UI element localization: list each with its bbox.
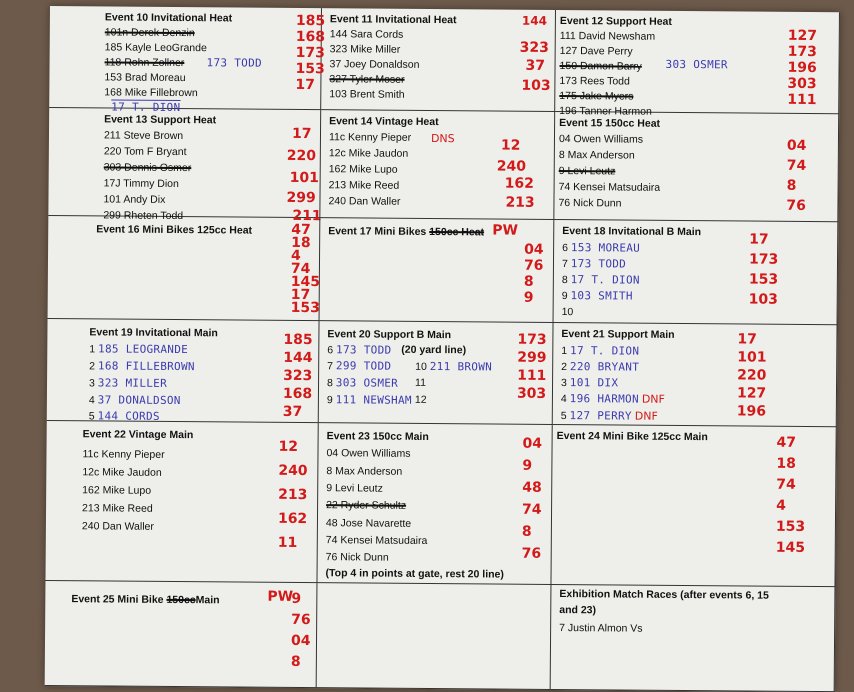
- event-19-row-4: [89, 393, 181, 407]
- hand-entry: 103 SMITH: [570, 289, 633, 303]
- hand-entry: 323 MILLER: [97, 376, 168, 390]
- red-number: 173: [517, 331, 547, 348]
- event-23-line-3: 9 Levi Leutz: [326, 482, 383, 495]
- event-15-line-2: 8 Max Anderson: [558, 149, 635, 162]
- hand-entry: 17 T. DION: [570, 344, 640, 358]
- red-number: 111: [517, 367, 547, 384]
- position: 4: [88, 394, 95, 407]
- red-number: 8: [523, 273, 534, 290]
- event-13-title: Event 13 Support Heat: [104, 113, 217, 127]
- red-number: 162: [277, 510, 308, 528]
- event-18-row-4: [562, 289, 633, 303]
- red-number: 213: [278, 486, 308, 504]
- event-25-title-strike: 150cc: [166, 593, 196, 607]
- red-number: 12: [278, 438, 299, 455]
- event-20-row-9: [327, 393, 412, 407]
- event-25-cell: [45, 581, 318, 688]
- red-number: 47: [776, 434, 797, 451]
- red-number: 74: [290, 260, 311, 278]
- red-number: 127: [736, 385, 767, 402]
- event-13-line-2: 220 Tom F Bryant: [103, 145, 187, 159]
- red-number: 111: [787, 91, 817, 109]
- dnf-mark: DNF: [634, 409, 658, 423]
- red-number: 12: [500, 137, 521, 154]
- event-13-line-6: 299 Rheten Todd: [103, 209, 184, 223]
- hand-entry: 111 NEWSHAM: [335, 393, 412, 407]
- event-10-line-1: 101n Derek Denzin: [104, 26, 195, 40]
- exhibition-title: Exhibition Match Races (after events 6, 15 and 23): [559, 588, 769, 617]
- event-12-line-5: 175 Jake Myers: [559, 90, 634, 103]
- red-number: 103: [748, 291, 779, 308]
- hand-entry: 168 FILLEBROWN: [97, 359, 195, 374]
- hand-entry: 173 TODD: [570, 257, 627, 271]
- event-23-red-numbers: [522, 433, 543, 565]
- red-number: 168: [282, 385, 313, 403]
- event-22-title: Event 22 Vintage Main: [82, 428, 194, 442]
- event-10-hand-todd: 173 TODD: [206, 56, 262, 70]
- position: 5: [88, 410, 95, 423]
- red-number: 18: [776, 455, 796, 472]
- red-number: 299: [286, 189, 316, 207]
- event-20-row-12: [415, 394, 427, 406]
- event-15-title: Event 15 150cc Heat: [559, 117, 661, 130]
- red-number: 303: [516, 385, 547, 402]
- event-15-line-4: 74 Kensei Matsudaira: [558, 181, 661, 194]
- red-number: 144: [283, 349, 313, 367]
- event-17-red-numbers: [524, 242, 544, 306]
- red-number: 153: [290, 299, 320, 317]
- hand-entry: 17 T. DION: [570, 273, 640, 287]
- event-21-title: Event 21 Support Main: [561, 328, 675, 341]
- red-number: 8: [290, 653, 301, 670]
- event-22-line-4: 213 Mike Reed: [82, 502, 153, 515]
- event-11-line-3: 37 Joey Donaldson: [329, 58, 420, 71]
- red-number: 240: [278, 462, 308, 480]
- hand-entry: 101 DIX: [569, 376, 619, 390]
- red-number: 17: [737, 331, 757, 348]
- event-22-cell: [45, 421, 318, 583]
- event-14-line-1: 11c Kenny Pieper: [328, 131, 412, 144]
- event-19-red-numbers: [283, 331, 313, 421]
- event-20-row-6: [327, 343, 391, 357]
- event-22-line-1: 11c Kenny Pieper: [82, 448, 165, 461]
- event-19-cell: [47, 319, 320, 423]
- red-number: 37: [525, 57, 546, 74]
- hand-entry: 299 TODD: [335, 359, 392, 373]
- hand-entry: 127 PERRY: [569, 409, 632, 423]
- hand-entry: 153 MOREAU: [570, 241, 641, 255]
- event-21-row-5: [561, 409, 658, 423]
- event-14-line-4: 213 Mike Reed: [328, 179, 400, 192]
- red-number: 8: [521, 523, 532, 540]
- red-number: 74: [776, 476, 796, 493]
- event-10-line-3: 118 Rohn Zollner: [104, 56, 185, 70]
- event-14-line-5: 240 Dan Waller: [328, 195, 401, 208]
- position: 6: [327, 344, 334, 357]
- red-number: 173: [295, 44, 325, 62]
- position: 12: [414, 393, 427, 406]
- heat-sheet-paper: [45, 6, 840, 692]
- red-number: 4: [776, 497, 786, 514]
- event-21-row-3: [561, 376, 618, 389]
- position: 8: [326, 377, 333, 390]
- event-10-line-2: 185 Kayle LeoGrande: [104, 41, 207, 55]
- event-12-line-3: 150 Damon Barry: [559, 60, 642, 73]
- red-number: 173: [748, 251, 779, 268]
- event-23-title: Event 23 150cc Main: [326, 430, 429, 443]
- event-15-line-1: 04 Owen Williams: [558, 133, 644, 146]
- event-13-line-3: 303 Dennis Osmer: [103, 161, 192, 175]
- event-18-row-2: [562, 257, 626, 271]
- event-10-hand-dion: 17 T. DION: [111, 100, 181, 115]
- event-13-line-4: 17J Timmy Dion: [103, 177, 179, 191]
- red-number: 47: [291, 221, 311, 239]
- event-21-row-1: [561, 344, 639, 358]
- red-number: 76: [291, 611, 311, 629]
- red-number: 127: [787, 27, 818, 45]
- red-number: 153: [775, 518, 806, 535]
- event-20-red-numbers: [517, 331, 547, 403]
- red-number: 145: [775, 539, 806, 556]
- event-14-hand-dns: DNS: [430, 131, 455, 146]
- position: 5: [560, 410, 567, 423]
- red-number: 323: [283, 367, 313, 385]
- red-number: 76: [523, 257, 544, 274]
- position: 3: [88, 377, 95, 390]
- red-number: 04: [786, 137, 807, 154]
- event-13-line-5: 101 Andy Dix: [103, 193, 166, 206]
- position: 10: [561, 306, 574, 319]
- hand-entry: 144 CORDS: [97, 409, 160, 423]
- hand-entry: 220 BRYANT: [569, 360, 640, 374]
- event-19-row-1: [89, 342, 188, 356]
- red-number: 323: [519, 39, 549, 56]
- position: 10: [415, 360, 427, 373]
- event-15-red-numbers: [786, 136, 806, 216]
- red-number: 48: [522, 479, 542, 496]
- event-13-line-1: 211 Steve Brown: [103, 129, 184, 143]
- event-20-title: Event 20 Support B Main: [327, 328, 452, 342]
- position: 1: [561, 345, 568, 358]
- event-20-cell: [319, 321, 554, 425]
- red-number: 220: [737, 367, 767, 384]
- event-20-note: (20 yard line): [401, 343, 467, 357]
- red-number: 173: [787, 43, 817, 61]
- event-12-title: Event 12 Support Heat: [559, 15, 672, 28]
- position: 8: [561, 274, 568, 287]
- event-12-line-2: 127 Dave Perry: [559, 45, 633, 58]
- position: 9: [326, 394, 333, 407]
- red-number: 18: [291, 234, 311, 252]
- hand-entry: 303 OSMER: [335, 376, 399, 390]
- event-25-red-numbers: [291, 589, 311, 673]
- event-17-title-strike: 150cc Heat: [429, 225, 485, 239]
- red-number: 153: [748, 271, 779, 288]
- position: 3: [561, 377, 567, 390]
- red-number: 299: [517, 349, 547, 366]
- red-number: 9: [291, 590, 302, 607]
- event-24-cell: [551, 425, 836, 587]
- event-10-cell: [49, 6, 326, 115]
- event-15-cell: [554, 112, 839, 222]
- event-18-row-3: [562, 273, 640, 287]
- red-number: 196: [787, 59, 817, 77]
- exhibition-cell: [551, 585, 836, 692]
- event-23-line-7: 76 Nick Dunn: [325, 551, 389, 564]
- event-23-footnote: (Top 4 in points at gate, rest 20 line): [325, 567, 504, 581]
- event-17-title-text: Event 17 Mini Bikes: [328, 225, 427, 238]
- event-22-red-numbers: [278, 435, 308, 555]
- event-12-line-1: 111 David Newsham: [559, 30, 656, 43]
- red-number: 220: [286, 147, 317, 165]
- event-20-row-8: [327, 376, 398, 390]
- red-number: 37: [282, 403, 303, 420]
- event-21-row-2: [561, 360, 639, 374]
- event-22-line-2: 12c Mike Jaudon: [82, 466, 162, 479]
- red-number: 17: [291, 125, 312, 143]
- event-19-title: Event 19 Invitational Main: [89, 326, 218, 340]
- red-number: 76: [521, 545, 542, 562]
- event-16-red-numbers: [290, 221, 321, 317]
- event-22-line-3: 162 Mike Lupo: [82, 484, 152, 497]
- event-18-cell: [554, 220, 839, 325]
- event-18-row-5: [562, 306, 574, 318]
- event-11-line-5: 103 Brent Smith: [329, 88, 405, 101]
- event-17-cell: [320, 218, 555, 323]
- red-number: 213: [505, 194, 535, 211]
- red-number: 168: [295, 28, 326, 46]
- position: 1: [89, 343, 96, 356]
- red-number: 9: [522, 457, 533, 474]
- event-19-row-2: [89, 359, 195, 373]
- position: 6: [562, 242, 569, 255]
- event-11-line-2: 323 Mike Miller: [329, 43, 401, 56]
- event-15-line-5: 76 Nick Dunn: [558, 196, 622, 210]
- red-number: 196: [736, 403, 767, 420]
- dnf-mark: DNF: [641, 392, 665, 406]
- event-14-line-2: 12c Mike Jaudon: [328, 147, 409, 160]
- event-25-title: [71, 593, 219, 606]
- event-23-line-6: 74 Kensei Matsudaira: [325, 534, 428, 547]
- red-number: 211: [292, 207, 322, 225]
- red-number: 8: [786, 177, 797, 194]
- event-18-red-numbers: [749, 229, 779, 309]
- hand-entry: 196 HARMON: [569, 392, 639, 406]
- event-23-line-4: 22 Ryder Schultz: [326, 499, 407, 512]
- red-number: 145: [290, 273, 321, 291]
- red-number: 76: [786, 197, 807, 214]
- event-13-cell: [48, 108, 322, 225]
- red-number: 185: [283, 331, 313, 349]
- red-number: 303: [787, 75, 817, 93]
- event-22-line-5: 240 Dan Waller: [81, 520, 154, 533]
- event-12-line-6: 196 Tanner Harmon: [559, 105, 652, 118]
- event-10-line-5: 168 Mike Fillebrown: [104, 86, 198, 100]
- red-number: 04: [524, 241, 544, 258]
- red-number: 17: [290, 286, 311, 304]
- hand-entry: 185 LEOGRANDE: [98, 342, 189, 357]
- event-11-cell: [321, 8, 556, 112]
- event-12-cell: [555, 10, 840, 118]
- event-17-title: [328, 225, 484, 238]
- blank-cell: [317, 583, 552, 690]
- event-15-line-3: 9 Levi Leutz: [558, 165, 616, 178]
- event-21-cell: [553, 323, 838, 427]
- event-23-line-1: 04 Owen Williams: [326, 447, 411, 460]
- event-25-hand-pw: PW: [267, 588, 294, 605]
- red-number: 11: [277, 534, 298, 551]
- event-10-title: Event 10 Invitational Heat: [104, 11, 233, 25]
- red-number: 04: [290, 632, 311, 650]
- red-number: 101: [737, 349, 767, 366]
- hand-entry: 211 BROWN: [429, 359, 493, 374]
- event-23-cell: [317, 423, 552, 585]
- event-20-row-10: [415, 360, 492, 374]
- red-number: 74: [521, 501, 542, 518]
- red-number: 9: [523, 289, 534, 306]
- event-24-red-numbers: [776, 433, 806, 559]
- event-14-cell: [320, 110, 555, 220]
- event-25-title-text: Event 25 Mini Bike: [71, 593, 164, 606]
- event-19-row-3: [89, 376, 167, 390]
- event-16-title: Event 16 Mini Bikes 125cc Heat: [96, 223, 253, 237]
- event-10-line-4: 153 Brad Moreau: [104, 71, 186, 85]
- event-21-red-numbers: [737, 330, 767, 420]
- red-number: 153: [295, 60, 325, 78]
- event-14-line-3: 162 Mike Lupo: [328, 163, 398, 176]
- event-20-row-11: [415, 377, 426, 389]
- event-20-row-7: [327, 359, 391, 373]
- red-number: 103: [521, 77, 551, 94]
- event-14-title: Event 14 Vintage Heat: [329, 115, 439, 129]
- event-18-row-1: [562, 241, 640, 255]
- position: 2: [561, 361, 568, 374]
- event-17-hand-pw: PW: [492, 222, 519, 239]
- red-number: 162: [504, 175, 534, 192]
- position: 7: [327, 360, 334, 373]
- position: 9: [561, 290, 568, 303]
- event-23-line-2: 8 Max Anderson: [326, 465, 403, 478]
- red-number: 101: [289, 169, 319, 187]
- event-11-line-1: 144 Sara Cords: [329, 28, 404, 41]
- red-number: 17: [749, 231, 769, 248]
- position: 7: [561, 258, 568, 271]
- red-number: 4: [290, 247, 301, 264]
- event-25-title-end: Main: [195, 594, 220, 607]
- event-16-cell: [48, 216, 321, 321]
- event-23-line-5: 48 Jose Navarette: [325, 517, 412, 530]
- position: 2: [89, 360, 96, 373]
- hand-entry: 37 DONALDSON: [97, 393, 181, 408]
- event-18-title: Event 18 Invitational B Main: [562, 225, 702, 239]
- event-11-line-4: 327 Tyler Moser: [329, 73, 405, 86]
- position: 11: [415, 376, 427, 389]
- event-11-title: Event 11 Invitational Heat: [329, 13, 457, 27]
- event-12-red-numbers: [787, 28, 817, 108]
- red-number: 74: [786, 157, 807, 174]
- red-number: 144: [521, 13, 548, 28]
- red-number: 240: [496, 158, 527, 175]
- red-number: 17: [295, 76, 315, 94]
- event-12-hand-osmer: 303 OSMER: [665, 57, 728, 72]
- event-21-row-4: [561, 392, 665, 406]
- event-24-title: Event 24 Mini Bike 125cc Main: [556, 429, 708, 444]
- event-12-line-4: 173 Rees Todd: [559, 75, 630, 88]
- position: 4: [560, 393, 567, 406]
- red-number: 185: [295, 12, 326, 30]
- hand-entry: 173 TODD: [336, 343, 392, 357]
- exhibition-line: 7 Justin Almon Vs: [559, 622, 643, 635]
- red-number: 04: [522, 435, 543, 452]
